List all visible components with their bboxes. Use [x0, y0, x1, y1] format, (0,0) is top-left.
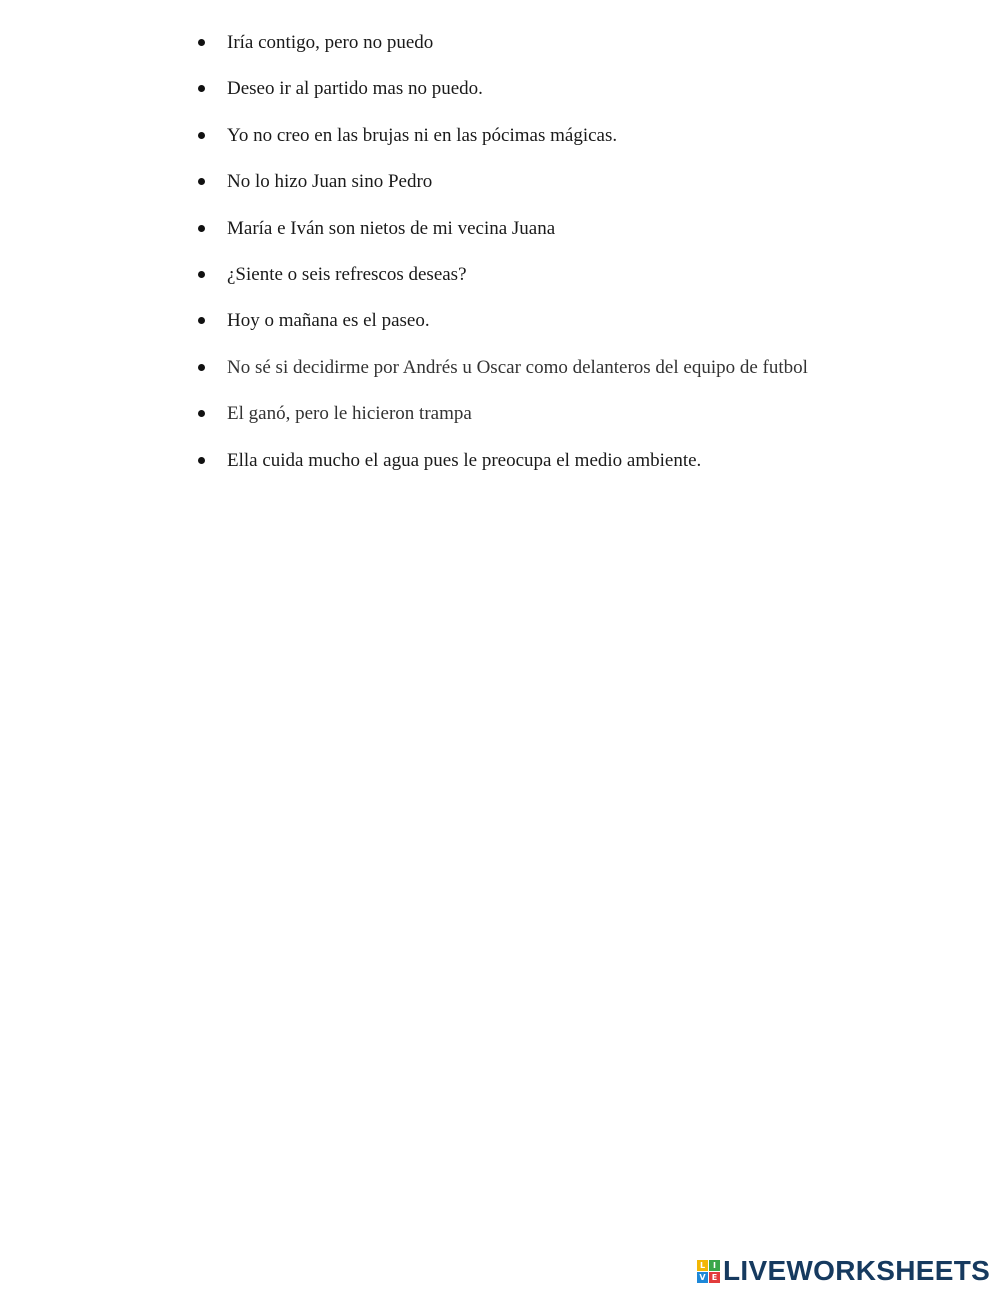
bullet-icon [198, 317, 205, 324]
bullet-icon [198, 178, 205, 185]
sentence-text: Iría contigo, pero no puedo [227, 32, 434, 53]
sentence-text: Hoy o mañana es el paseo. [227, 310, 430, 332]
sentence-list [196, 30, 956, 494]
sentence-text: El ganó, pero le hicieron trampa [227, 403, 472, 425]
bullet-icon [198, 364, 205, 371]
list-item [196, 262, 956, 308]
sentence-text: No lo hizo Juan sino Pedro [227, 171, 433, 193]
bullet-icon [198, 271, 205, 278]
list-item [196, 355, 956, 401]
logo-block-i: I [709, 1260, 720, 1271]
list-item [196, 169, 956, 215]
logo-block-e: E [709, 1272, 720, 1283]
liveworksheets-logo [697, 1256, 990, 1286]
sentence-text: ¿Siente o seis refrescos deseas? [227, 263, 467, 285]
sentence-text: Yo no creo en las brujas ni en las pócimas mágicas. [227, 124, 618, 146]
list-item [196, 76, 956, 122]
list-item [196, 308, 956, 354]
brand-name: LIVEWORKSHEETS [723, 1255, 991, 1286]
list-item [196, 123, 956, 169]
sentence-text: Ella cuida mucho el agua pues le preocupa el medio ambiente. [227, 449, 702, 471]
sentence-text: María e Iván son nietos de mi vecina Juana [227, 217, 556, 239]
logo-block-l: L [697, 1260, 708, 1271]
bullet-icon [198, 132, 205, 139]
bullet-icon [198, 457, 205, 464]
sentence-text: Deseo ir al partido mas no puedo. [227, 78, 483, 100]
list-item [196, 30, 956, 76]
bullet-icon [198, 39, 205, 46]
list-item [196, 401, 956, 447]
bullet-icon [198, 410, 205, 417]
bullet-icon [198, 85, 205, 92]
sentence-text: No sé si decidirme por Andrés u Oscar como delanteros del equipo de futbol [227, 356, 808, 378]
list-item [196, 216, 956, 262]
logo-block-v: V [697, 1272, 708, 1283]
bullet-icon [198, 225, 205, 232]
logo-blocks-icon [697, 1260, 720, 1283]
list-item [196, 448, 956, 494]
